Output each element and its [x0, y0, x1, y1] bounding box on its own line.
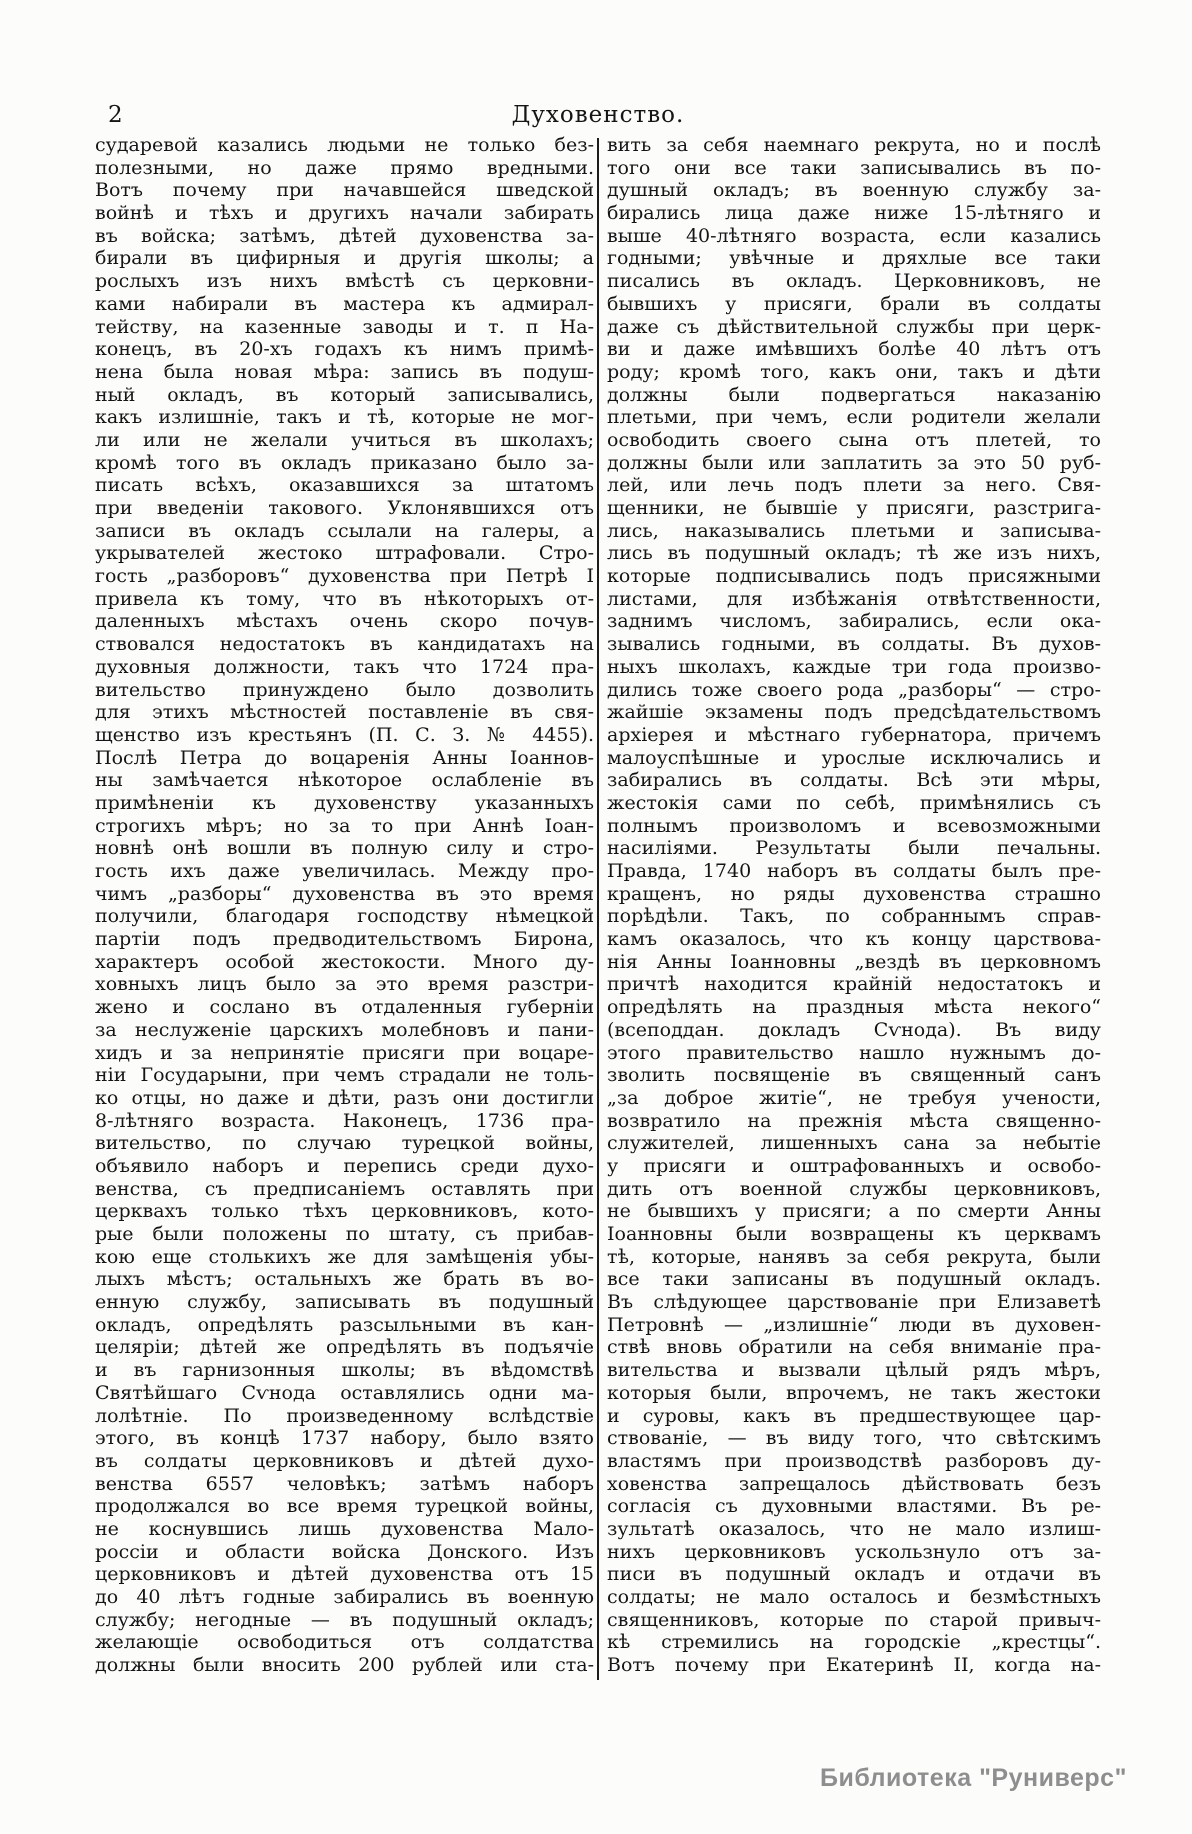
- text-line: церквахъ только тѣхъ церковниковъ, кото-: [95, 1200, 594, 1223]
- text-line: писи въ подушный окладъ и отдачи въ: [607, 1563, 1101, 1586]
- text-line: ствовался недостатокъ въ кандидатахъ на: [95, 633, 594, 656]
- text-line: кѣ стремились на городскіе „крестцы“.: [607, 1631, 1101, 1654]
- text-line: церковниковъ и дѣтей духовенства отъ 15: [95, 1563, 594, 1586]
- text-line: и суровы, какъ въ предшествующее цар-: [607, 1404, 1101, 1427]
- text-line: ніи Государыни, при чемъ страдали не толь-: [95, 1064, 594, 1087]
- text-line: вительство, по случаю турецкой войны,: [95, 1132, 594, 1155]
- text-line: лыхъ мѣстъ; остальныхъ же брать въ во-: [95, 1268, 594, 1291]
- text-line: рые были положены по штату, съ прибав-: [95, 1223, 594, 1245]
- text-line: нихъ церковниковъ ускользнуло отъ за-: [607, 1540, 1101, 1563]
- text-line: ховныхъ лицъ было за это время разстри-: [95, 973, 594, 996]
- text-line: енную службу, записывать въ подушный: [95, 1291, 594, 1314]
- text-line: выше 40-лѣтняго возраста, если казались: [607, 224, 1101, 247]
- text-line: тейству, на казенные заводы и т. п На-: [95, 315, 594, 338]
- text-line: должны были или заплатить за это 50 руб-: [607, 451, 1101, 474]
- text-line: целяріи; дѣтей же опредѣлять въ подъячіе: [95, 1336, 594, 1359]
- text-line: возвратило на прежнія мѣста священно-: [607, 1109, 1101, 1132]
- text-line: строгихъ мѣръ; но за то при Аннѣ Іоан-: [95, 814, 594, 837]
- text-line: кромѣ того въ окладъ приказано было за-: [95, 451, 594, 474]
- text-line: (всеподдан. докладъ Сѵнода). Въ виду: [607, 1018, 1101, 1041]
- text-line: конецъ, въ 20-хъ годахъ къ нимъ примѣ-: [95, 338, 594, 361]
- text-line: дились тоже своего рода „разборы“ — стро-: [607, 678, 1101, 701]
- text-line: зультатѣ оказалось, что не мало излиш-: [607, 1517, 1101, 1540]
- text-line: ныхъ школахъ, каждые три года произво-: [607, 655, 1101, 678]
- text-line: которые подписывались подъ присяжными: [607, 565, 1101, 588]
- text-line: роду; кромѣ того, какъ они, такъ и дѣти: [607, 360, 1101, 383]
- text-line: привела къ тому, что въ нѣкоторыхъ от-: [95, 587, 594, 610]
- text-line: Послѣ Петра до воцаренія Анны Іоаннов-: [95, 746, 594, 769]
- text-line: порѣдѣли. Такъ, по собраннымъ справ-: [607, 905, 1101, 928]
- text-line: бирались лица даже ниже 15-лѣтняго и: [607, 202, 1101, 225]
- text-line: зволить посвященіе въ священный санъ: [607, 1064, 1101, 1087]
- text-line: ный окладъ, въ который записывались,: [95, 383, 594, 406]
- text-line: ховенства запрещалось дѣйствовать безъ: [607, 1472, 1101, 1495]
- text-line: которыя были, впрочемъ, не такъ жестоки: [607, 1381, 1101, 1404]
- text-line: щенство изъ крестьянъ (П. С. З. № 4455).: [95, 723, 594, 746]
- text-line: духовныя должности, такъ что 1724 пра-: [95, 655, 594, 678]
- text-line: россіи и области войска Донского. Изъ: [95, 1540, 594, 1563]
- text-line: въ войска; затѣмъ, дѣтей духовенства за-: [95, 224, 594, 247]
- text-line: венства, съ предписаніемъ оставлять при: [95, 1177, 594, 1200]
- text-line: ствѣ вновь обратили на себя вниманіе пра-: [607, 1336, 1101, 1359]
- text-line: Святѣйшаго Сѵнода оставлялись одни ма-: [95, 1381, 594, 1404]
- text-line: Петровнѣ — „излишніе“ люди въ духовен-: [607, 1313, 1101, 1336]
- text-line: Вотъ почему при Екатеринѣ II, когда на-: [607, 1654, 1101, 1677]
- text-line: полезными, но даже прямо вредными.: [95, 156, 594, 179]
- text-line: лолѣтніе. По произведенному вслѣдствіе: [95, 1404, 594, 1427]
- text-line: получили, благодаря господству нѣмецкой: [95, 905, 594, 928]
- text-line: должны были вносить 200 рублей или ста-: [95, 1654, 594, 1677]
- text-line: войнѣ и тѣхъ и другихъ начали забирать: [95, 202, 594, 225]
- text-line: окладъ, опредѣлять разсыльными въ кан-: [95, 1313, 594, 1336]
- text-line: служителей, лишенныхъ сана за небытіе: [607, 1132, 1101, 1155]
- text-line: кою еще столькихъ же для замѣщенія убы-: [95, 1245, 594, 1268]
- text-line: вительства и вызвали цѣлый рядъ мѣръ,: [607, 1359, 1101, 1382]
- text-line: въ солдаты церковниковъ и дѣтей духо-: [95, 1449, 594, 1472]
- text-line: примѣненіи къ духовенству указанныхъ: [95, 791, 594, 814]
- text-line: освободить своего сына отъ плетей, то: [607, 428, 1101, 451]
- text-line: Въ слѣдующее царствованіе при Елизаветѣ: [607, 1291, 1101, 1314]
- text-line: записи въ окладъ ссылали на галеры, а: [95, 519, 594, 542]
- text-line: заднимъ числомъ, забирались, если ока-: [607, 610, 1101, 633]
- text-line: бирали въ цифирныя и другія школы; а: [95, 247, 594, 270]
- text-line: насиліями. Результаты были печальны.: [607, 837, 1101, 860]
- text-line: и въ гарнизонныя школы; въ вѣдомствѣ: [95, 1359, 594, 1382]
- text-line: писались въ окладъ. Церковниковъ, не: [607, 270, 1101, 293]
- text-line: писать всѣхъ, оказавшихся за штатомъ: [95, 474, 594, 497]
- text-line: ствованіе, — въ виду того, что свѣтскимъ: [607, 1427, 1101, 1450]
- text-line: жайшіе экзамены подъ предсѣдательствомъ: [607, 701, 1101, 724]
- text-column-left: [95, 134, 594, 1677]
- text-line: жено и сослано въ отдаленныя губерніи: [95, 996, 594, 1019]
- text-line: бывшихъ у присяги, брали въ солдаты: [607, 292, 1101, 315]
- text-line: зывались годными, въ солдаты. Въ духов-: [607, 633, 1101, 656]
- text-line: Іоанновны были возвращены къ церквамъ: [607, 1223, 1101, 1245]
- text-line: ками набирали въ мастера къ адмирал-: [95, 292, 594, 315]
- text-line: гость ихъ даже увеличилась. Между про-: [95, 860, 594, 882]
- text-line: объявило наборъ и перепись среди духо-: [95, 1154, 594, 1177]
- text-line: службу; негодные — въ подушный окладъ;: [95, 1608, 594, 1631]
- text-line: причтѣ находится крайній недостатокъ и: [607, 973, 1101, 996]
- text-line: ны замѣчается нѣкоторое ослабленіе въ: [95, 769, 594, 792]
- text-line: за неслуженіе царскихъ молебновъ и пани-: [95, 1018, 594, 1041]
- text-line: того они все таки записывались въ по-: [607, 156, 1101, 179]
- text-line: годными; увѣчные и дряхлые все таки: [607, 247, 1101, 270]
- text-line: лей, или лечь подъ плети за него. Свя-: [607, 474, 1101, 497]
- text-line: этого правительство нашло нужнымъ до-: [607, 1041, 1101, 1064]
- text-line: Вотъ почему при начавшейся шведской: [95, 179, 594, 202]
- text-line: ви и даже имѣвшихъ болѣе 40 лѣтъ отъ: [607, 338, 1101, 361]
- text-line: какъ излишніе, такъ и тѣ, которые не мог-: [95, 406, 594, 429]
- text-line: не бывшихъ у присяги; а по смерти Анны: [607, 1200, 1101, 1223]
- text-line: новнѣ онѣ вошли въ полную силу и стро-: [95, 837, 594, 860]
- text-line: нія Анны Іоанновны „вездѣ въ церковномъ: [607, 950, 1101, 973]
- text-line: тѣ, которые, нанявъ за себя рекрута, были: [607, 1245, 1101, 1268]
- text-line: согласія съ духовными властями. Въ ре-: [607, 1495, 1101, 1518]
- text-line: партіи подъ предводительствомъ Бирона,: [95, 928, 594, 951]
- text-line: лись въ подушный окладъ; тѣ же изъ нихъ,: [607, 542, 1101, 565]
- text-line: опредѣлять на праздныя мѣста некого“: [607, 996, 1101, 1019]
- text-line: душный окладъ; въ военную службу за-: [607, 179, 1101, 202]
- text-line: у присяги и оштрафованныхъ и освобо-: [607, 1154, 1101, 1177]
- text-line: для этихъ мѣстностей поставленіе въ свя-: [95, 701, 594, 724]
- text-line: ко отцы, но даже и дѣти, разъ они достигли: [95, 1086, 594, 1109]
- text-line: даже съ дѣйствительной службы при церк-: [607, 315, 1101, 338]
- running-title: Духовенство.: [511, 102, 685, 128]
- text-line: забирались въ солдаты. Всѣ эти мѣры,: [607, 769, 1101, 792]
- text-line: должны были подвергаться наказанію: [607, 383, 1101, 406]
- text-line: малоуспѣшные и урослые исключались и: [607, 746, 1101, 769]
- text-line: полнымъ произволомъ и всевозможными: [607, 814, 1101, 837]
- column-divider-rule: [597, 138, 599, 1680]
- text-line: священниковъ, которые по старой привыч-: [607, 1608, 1101, 1631]
- text-line: лись, наказывались плетьми и записыва-: [607, 519, 1101, 542]
- text-line: вить за себя наемнаго рекрута, но и послѣ: [607, 134, 1101, 156]
- text-line: не коснувшись лишь духовенства Мало-: [95, 1517, 594, 1540]
- text-line: хидъ и за непринятіе присяги при воцаре-: [95, 1041, 594, 1064]
- text-line: укрывателей жестоко штрафовали. Стро-: [95, 542, 594, 565]
- text-line: продолжался во все время турецкой войны,: [95, 1495, 594, 1518]
- text-line: венства 6557 человѣкъ; затѣмъ наборъ: [95, 1472, 594, 1495]
- text-line: при введеніи такового. Уклонявшихся отъ: [95, 497, 594, 519]
- library-watermark: Библиотека "Руниверс": [820, 1764, 1127, 1792]
- text-line: кращенъ, но ряды духовенства страшно: [607, 882, 1101, 905]
- text-line: гость „разборовъ“ духовенства при Петрѣ I: [95, 565, 594, 588]
- text-line: нена была новая мѣра: запись въ подуш-: [95, 360, 594, 383]
- text-line: все таки записаны въ подушный окладъ.: [607, 1268, 1101, 1291]
- text-line: плетьми, при чемъ, если родители желали: [607, 406, 1101, 429]
- page-number: 2: [108, 102, 123, 128]
- text-line: камъ оказалось, что къ концу царствова-: [607, 928, 1101, 951]
- text-line: 8-лѣтняго возраста. Наконецъ, 1736 пра-: [95, 1109, 594, 1132]
- text-line: даленныхъ мѣстахъ очень скоро почув-: [95, 610, 594, 633]
- text-column-right: [607, 134, 1101, 1677]
- text-line: сударевой казались людьми не только без-: [95, 134, 594, 156]
- text-line: солдаты; не мало осталось и безмѣстныхъ: [607, 1586, 1101, 1608]
- text-line: до 40 лѣтъ годные забирались въ военную: [95, 1586, 594, 1608]
- text-line: властямъ при производствѣ разборовъ ду-: [607, 1449, 1101, 1472]
- text-line: дить отъ военной службы церковниковъ,: [607, 1177, 1101, 1200]
- text-line: желающіе освободиться отъ солдатства: [95, 1631, 594, 1654]
- text-line: щенники, не бывшіе у присяги, разстрига-: [607, 497, 1101, 519]
- text-line: жестокія сами по себѣ, примѣнялись съ: [607, 791, 1101, 814]
- text-line: этого, въ концѣ 1737 набору, было взято: [95, 1427, 594, 1450]
- text-line: архіерея и мѣстнаго губернатора, причемъ: [607, 723, 1101, 746]
- text-line: характеръ особой жестокости. Много ду-: [95, 950, 594, 973]
- text-line: Правда, 1740 наборъ въ солдаты былъ пре-: [607, 860, 1101, 882]
- text-line: ли или не желали учиться въ школахъ;: [95, 428, 594, 451]
- text-line: чимъ „разборы“ духовенства въ это время: [95, 882, 594, 905]
- text-line: „за доброе житіе“, не требуя учености,: [607, 1086, 1101, 1109]
- text-line: вительство принуждено было дозволить: [95, 678, 594, 701]
- text-line: листами, для избѣжанія отвѣтственности,: [607, 587, 1101, 610]
- text-line: рослыхъ изъ нихъ вмѣстѣ съ церковни-: [95, 270, 594, 293]
